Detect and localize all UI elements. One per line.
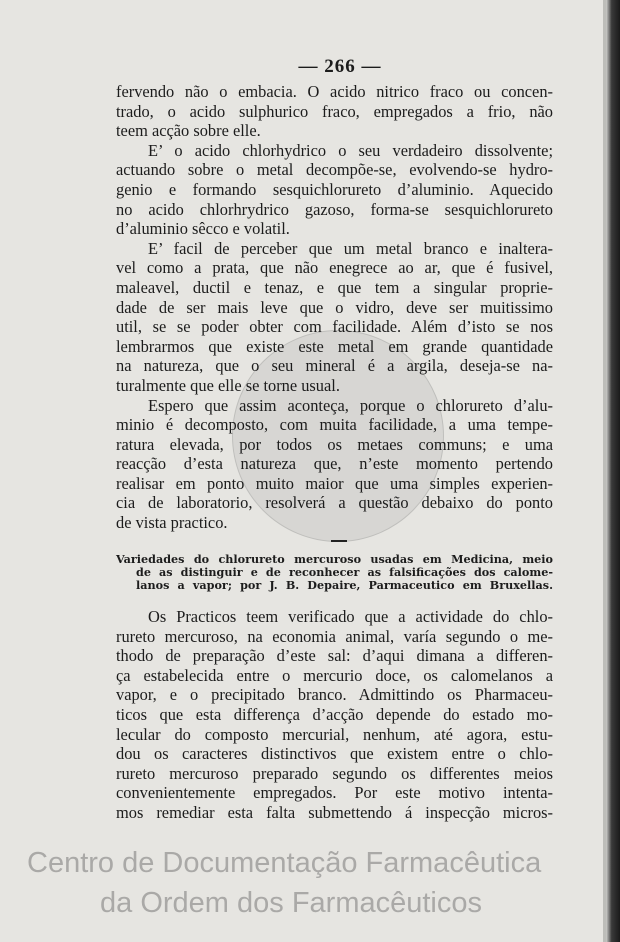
text-line: genio e formando sesquichlorureto d’aluminio. Aquecido — [116, 179, 553, 199]
text-line: ratura elevada, por todos os metaes communs; e uma — [116, 434, 553, 454]
heading-line: Variedades do chlorureto mercuroso usadas em Medicina, meio — [116, 552, 553, 566]
text-line: mos remediar esta falta submettendo á inspecção micros- — [116, 802, 553, 822]
heading-line: lanos a vapor; por J. B. Depaire, Parmaceutico em Bruxellas. — [136, 578, 553, 592]
text-line: Os Practicos teem verificado que a actividade do chlo- — [148, 607, 553, 626]
text-line: convenientemente empregados. Por este motivo intenta- — [116, 783, 553, 803]
section-divider — [331, 540, 347, 542]
text-line: fervendo não o embacia. O acido nitrico fraco ou concen- — [116, 82, 553, 101]
text-line: rureto mercuroso, na economia animal, varía segundo o me- — [116, 626, 553, 646]
body-text-after-heading — [116, 607, 553, 823]
text-line: minio é decomposto, com muita facilidade, a uma tempe- — [116, 415, 553, 435]
text-line: maleavel, ductil e tenaz, e que tem a singular proprie- — [116, 277, 553, 297]
text-line: ça estabelecida entre o mercurio doce, os calomelanos a — [116, 665, 553, 685]
text-line: vel como a prata, que não enegrece ao ar, que é fusivel, — [116, 258, 553, 278]
page-number: — 266 — — [298, 56, 382, 77]
text-line: dou os caracteres distinctivos que existem entre o chlo- — [116, 744, 553, 764]
text-line: Espero que assim aconteça, porque o chlorureto d’alu- — [148, 395, 553, 415]
paragraph — [116, 239, 553, 396]
text-line: E’ facil de perceber que um metal branco e inaltera- — [148, 238, 553, 258]
text-line: turalmente que elle se torne usual. — [116, 375, 340, 395]
text-line: reacção d’esta natureza que, n’este momento pertendo — [116, 454, 553, 474]
watermark-line-2: da Ordem dos Farmacêuticos — [100, 887, 482, 919]
text-line: na natureza, que o seu mineral é a argila, deseja-se na- — [116, 356, 553, 376]
watermark-line-1: Centro de Documentação Farmacêutica — [27, 847, 542, 879]
text-line: ticos que esta differença d’acção depende do estado mo- — [116, 704, 553, 724]
text-line: cia de laboratorio, resolverá a questão debaixo do ponto — [116, 493, 553, 513]
book-spine-edge — [606, 0, 620, 942]
paragraph — [116, 141, 553, 239]
text-line: dade de ser mais leve que o vidro, deve ser muitissimo — [116, 297, 553, 317]
text-line: E’ o acido chlorhydrico o seu verdadeiro dissolvente; — [148, 140, 553, 160]
paragraph — [116, 396, 553, 533]
text-line: realisar em ponto muito maior que uma simples experien- — [116, 473, 553, 493]
text-line: teem acção sobre elle. — [116, 121, 261, 141]
text-line: rureto mercuroso preparado segundo os differentes meios — [116, 763, 553, 783]
text-line: lecular do composto mercurial, nenhum, até agora, estu- — [116, 724, 553, 744]
text-line: trado, o acido sulphurico fraco, empregados a frio, não — [116, 101, 553, 121]
text-line: thodo de preparação d’este sal: d’aqui dimana a differen- — [116, 646, 553, 666]
text-line: lembrarmos que existe este metal em grande quantidade — [116, 336, 553, 356]
text-line: de vista practico. — [116, 513, 228, 533]
paragraph — [116, 82, 553, 141]
body-text — [116, 82, 553, 533]
text-line: vapor, e o precipitado branco. Admittindo os Pharmaceu- — [116, 685, 553, 705]
heading-line: de as distinguir e de reconhecer as falsificações dos calome- — [136, 565, 553, 579]
text-line: no acido chlorhrydrico gazoso, forma-se sesquichlorureto — [116, 199, 553, 219]
text-line: actuando sobre o metal decompõe-se, evolvendo-se hydro- — [116, 160, 553, 180]
text-line: d’aluminio sêcco e volatil. — [116, 219, 290, 239]
section-heading — [116, 553, 553, 592]
text-line: util, se se poder obter com facilidade. Além d’isto se nos — [116, 317, 553, 337]
